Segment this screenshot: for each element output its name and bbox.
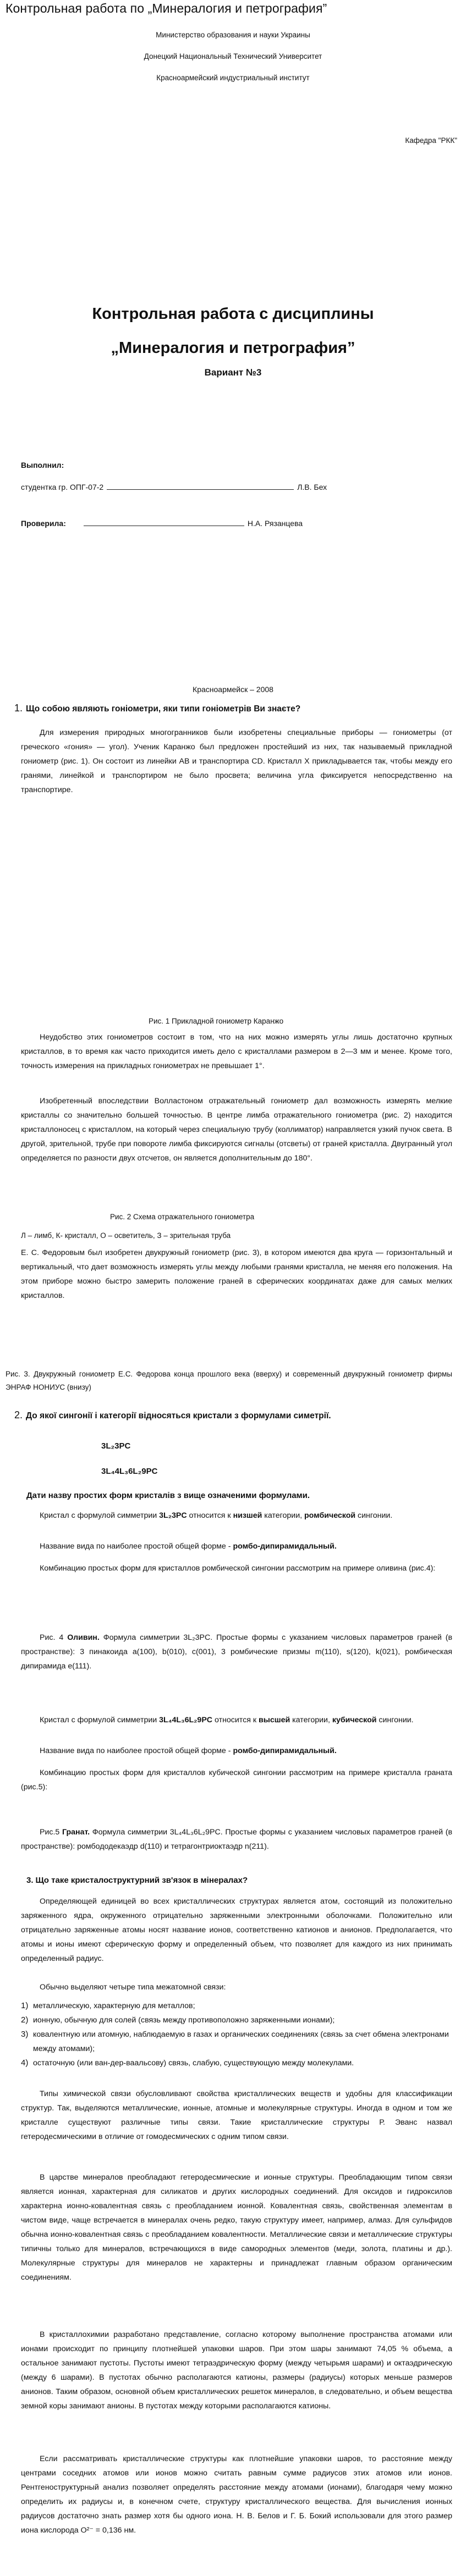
q1-para4: Е. С. Федоровым был изобретен двукружный гониометр (рис. 3), в котором имеются два круга — горизонтальный и вертикальный, что дает возможность измерять углы между любыми гранями кристалла, не меняя его положения. На этом приборе можно быстро замерить положение граней в сферических координатах даже для самых мелких кристаллов. bbox=[21, 1248, 452, 1300]
signature-underline bbox=[84, 525, 244, 526]
list-item: 3) ковалентную или атомную, наблюдаемую в газах и органических соединениях (связь за счет обмена электронами между атомами); bbox=[21, 2030, 449, 2053]
bond-types-list bbox=[21, 1999, 461, 2070]
q3-p6: Если рассматривать кристаллические структуры как плотнейшие упаковки шаров, то расстояние между центрами соседних атомов или ионов можно считать равным сумме радиусов этих атомов или ионов. Рентгеноструктурный анализ позволяет определять расстояние между атомами (ионами), благодаря чему можно определить их радиусы и, в конечном счете, структуру кристаллического вещества. Для вычисления ионных радиусов достаточно знать размер хотя бы одного иона. Н. В. Белов и Г. Б. Бокий использовали для этого размер иона кислорода O²⁻ = 0,136 нм. bbox=[21, 2455, 452, 2535]
page-title: Контрольная работа по „Минералогия и петрография” bbox=[6, 1, 327, 15]
q3-p1: Определяющей единицей во всех кристаллических структурах является атом, состоящий из положительно заряженного ядра, окруженного отрицательно заряженными электронными оболочками. Положительно или отрицательно заряженные атомы носят название ионов, соответственно катионов и анионов. Предполагается, что атомы и ионы имеют сферическую форму и определенный объем, что позволяет для каждого из них принимать определенный радиус. bbox=[21, 1897, 452, 1963]
institution-header bbox=[0, 24, 466, 89]
fig3-caption: Рис. 3. Двукружный гониометр Е.С. Федорова конца прошлого века (вверху) и современный двукружный гониометр фирмы ЭНРАФ НОНИУС (внизу) bbox=[6, 1370, 452, 1391]
q1-para2: Неудобство этих гониометров состоит в том, что на них можно измерять углы лишь достаточно крупных кристаллов, в то время как часто приходится иметь дело с кристаллами размером в 2—3 мм и менее. Кроме того, точность измерения на прикладных гониометрах не превышает 1°. bbox=[21, 1033, 452, 1070]
q2-p8: Рис.5 Гранат. Формула симметрии 3L₄4L₃6L₂9PC. Простые формы с указанием числовых параметров граней (в пространстве): ромбододекаэдр d(110) и тетрагонтриоктаэдр n(211). bbox=[21, 1828, 452, 1851]
q3-p4: В царстве минералов преобладают гетеродесмические и ионные структуры. Преобладающим типом связи является ионная, характерная для силикатов и других кислородных соединений. Для оксидов и гидроксилов характерна ионно-ковалентная связь с преобладанием ионной. Ковалентная связь, свойственная элементам в чистом виде, чаще встречается в минералах очень редко, такую структуру имеет, например, алмаз. Для сульфидов обычна ионно-ковалентная связь с преобладанием ковалентности. Металлические связи и металлические структуры типичны только для минералов, встречающихся в виде самородных элементов (меди, золота, платины и др.). Молекулярные структуры для минералов не характерны и принадлежат главным образом органическим соединениям. bbox=[21, 2173, 452, 2282]
main-title-line2: „Минералогия и петрография” bbox=[111, 339, 355, 357]
question-2-heading: 2. До якої сингонії і категорії відносяться кристали з формулами симетрії. bbox=[14, 1409, 331, 1420]
q2-p3: Комбинацию простых форм для кристаллов ромбической сингонии рассмотрим на примере оливина (рис.4): bbox=[40, 1564, 436, 1573]
question-3-heading: 3. Що таке кристалоструктурний зв'язок в мінералах? bbox=[26, 1876, 248, 1885]
list-item: 4) остаточную (или ван-дер-ваальсову) связь, слабую, существующую между молекулами. bbox=[21, 2058, 354, 2068]
q2-p7: Комбинацию простых форм для кристаллов кубической сингонии рассмотрим на примере кристалла граната (рис.5): bbox=[21, 1768, 452, 1792]
checker-name: Н.А. Рязанцева bbox=[247, 519, 303, 528]
q2-p2: Название вида по наиболее простой общей форме - ромбо-дипирамидальный. bbox=[40, 1542, 337, 1551]
ministry-line: Министерство образования и науки Украины bbox=[156, 31, 310, 39]
fig1-caption: Рис. 1 Прикладной гониометр Каранжо bbox=[149, 1017, 284, 1025]
q3-p5: В кристаллохимии разработано представление, согласно которому выполнение пространства атомами или ионами происходит по принципу плотнейшей упаковки шаров. При этом шары занимают 74,05 % объема, а остальное занимают пустоты. Пустоты имеют тетраэдрическую форму (между четырьмя шарами) и октаэдрическую (между 6 шарами). В пустотах обычно располагаются катионы, размеры (радиусы) которых меньше размеров анионов. Таким образом, основной объем кристаллических решеток минералов, в следовательно, и объем вещества земной коры занимают анионы. В пустотах между которыми располагаются катионы. bbox=[21, 2330, 452, 2411]
student-name: Л.В. Бех bbox=[297, 483, 327, 491]
formula-2: 3L₄4L₃6L₂9PC bbox=[101, 1467, 158, 1476]
student-group: студентка гр. ОПГ-07-2 bbox=[21, 483, 104, 491]
checked-label: Проверила: bbox=[21, 519, 66, 528]
fig2-caption: Рис. 2 Схема отражательного гониометра bbox=[110, 1213, 255, 1221]
q1-intro: Для измерения природных многогранников были изобретены специальные приборы — гониометры (от греческого «гония» — угол). Ученик Каранжо был предложен простейший из них, так называемый прикладной гониометр (рис. 1). Он состоит из линейки AB и транспортира CD. Кристалл X прикладывается так, чтобы между его гранями, линейкой и транспортиром не было просвета; величина угла фиксируется непосредственно на транспортире. bbox=[21, 728, 452, 794]
q3-p2: Обычно выделяют четыре типа межатомной связи: bbox=[40, 1983, 226, 1992]
list-item: 2) ионную, обычную для солей (связь между противоположно заряженными ионами); bbox=[21, 2015, 335, 2025]
q2-p6: Название вида по наиболее простой общей форме - ромбо-дипирамидальный. bbox=[40, 1746, 337, 1755]
done-label: Выполнил: bbox=[21, 461, 64, 469]
checker-signature-line bbox=[21, 519, 303, 528]
list-item: 1) металлическую, характерную для металлов; bbox=[21, 2001, 195, 2010]
institute-line: Красноармейский индустриальный институт bbox=[156, 74, 310, 82]
city-year: Красноармейск – 2008 bbox=[193, 685, 273, 694]
formula-1: 3L₂3PC bbox=[101, 1441, 131, 1451]
q2-p5: Кристал с формулой симметрии 3L₄4L₃6L₂9PC относится к высшей категории, кубической сингонии. bbox=[40, 1716, 414, 1724]
signature-underline bbox=[107, 489, 294, 490]
department-label: Кафедра "РКК" bbox=[405, 136, 457, 145]
q2-p1: Кристал с формулой симметрии 3L₂3PC относится к низшей категории, ромбической сингонии. bbox=[40, 1511, 393, 1520]
variant-label: Вариант №3 bbox=[204, 367, 262, 378]
main-title-line1: Контрольная работа с дисциплины bbox=[92, 305, 374, 323]
q3-p3: Типы химической связи обусловливают свойства кристаллических веществ и удобны для классификации структур. Так, выделяются металлические, ионные, атомные и молекулярные структуры. Иногда в одном и том же кристалле существуют различные типы связи. Такие кристаллические структуры Р. Эванс назвал гетеродесмическими в отличие от гомодесмических с одним типом связи. bbox=[21, 2089, 452, 2141]
question-1-heading: 1. Що собою являють гоніометри, яки типи гоніометрів Ви знаєте? bbox=[14, 703, 301, 714]
student-signature-line bbox=[21, 483, 327, 491]
university-line: Донецкий Национальный Технический Университет bbox=[144, 52, 322, 60]
q1-para3: Изобретенный впоследствии Волластоном отражательный гониометр дал возможность измерять мелкие кристаллы со значительно большей точностью. В центре лимба отражательного гониометра (рис. 2) находится кристаллоносец с кристаллом, на который через специальную трубу (коллиматор) направляется узкий пучок света. В другой, зрительной, трубе при повороте лимба фиксируются сигналы (отсветы) от граней кристалла. Двугранный угол определяется по разности двух отсчетов, он является дополнительным до 180°. bbox=[21, 1097, 452, 1163]
q2-p4: Рис. 4 Оливин. Формула симметрии 3L₂3PC. Простые формы с указанием числовых параметров граней (в пространстве): 3 пинакоида a(100), b(010), c(001), 3 ромбические призмы m(110), s(120), k(021), ромбическая дипирамида e(111). bbox=[21, 1633, 452, 1671]
q2-subtitle: Дати назву простих форм кристалів з вище означеними формулами. bbox=[26, 1491, 310, 1500]
fig2-legend: Л – лимб, К- кристалл, О – осветитель, З – зрительная труба bbox=[21, 1231, 231, 1240]
